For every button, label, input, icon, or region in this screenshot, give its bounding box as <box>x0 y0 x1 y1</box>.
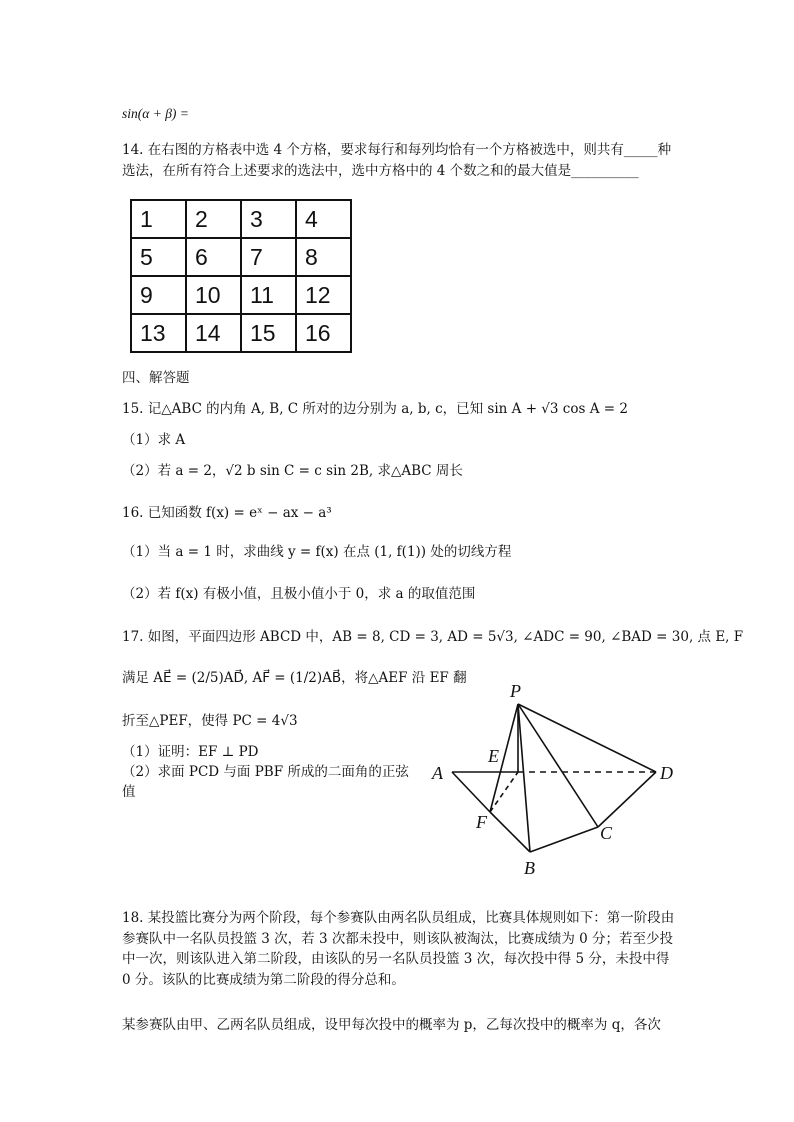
q17-stem: 17. 如图，平面四边形 ABCD 中，AB = 8, CD = 3, AD = 5√3, ∠ADC = 90, ∠BAD = 30, 点 E, F <box>122 629 744 645</box>
label-D: D <box>660 763 673 783</box>
edge-FB <box>490 812 530 852</box>
label-C: C <box>600 823 613 843</box>
grid-cell: 4 <box>296 200 351 238</box>
grid-row <box>131 314 351 352</box>
label-E: E <box>488 746 499 766</box>
grid-cell: 10 <box>186 276 241 314</box>
edge-BC <box>530 827 598 852</box>
q16-part2: （2）若 f(x) 有极小值，且极小值小于 0，求 a 的取值范围 <box>122 586 476 602</box>
grid-cell: 7 <box>241 238 296 276</box>
label-F: F <box>476 812 487 832</box>
grid-row <box>131 200 351 238</box>
q13-tail: sin(α + β) = <box>122 106 189 121</box>
q15-part1: （1）求 A <box>122 432 186 448</box>
grid-cell: 3 <box>241 200 296 238</box>
q15-stem: 15. 记△ABC 的内角 A, B, C 所对的边分别为 a, b, c，已知 sin A + √3 cos A = 2 <box>122 401 628 417</box>
edge-CD <box>598 772 656 827</box>
grid-cell: 14 <box>186 314 241 352</box>
q16-stem: 16. 已知函数 f(x) = eˣ − ax − a³ <box>122 505 332 521</box>
edge-FE-dashed <box>490 772 518 812</box>
grid-cell: 11 <box>241 276 296 314</box>
grid-cell: 13 <box>131 314 186 352</box>
grid-cell: 1 <box>131 200 186 238</box>
label-P: P <box>510 681 521 701</box>
edge-AF <box>452 772 490 812</box>
q16-part1: （1）当 a = 1 时，求曲线 y = f(x) 在点 (1, f(1)) 处的切线方程 <box>122 544 512 560</box>
q17-line2: 满足 AE⃗ = (2/5)AD⃗, AF⃗ = (1/2)AB⃗，将△AEF 沿 EF 翻 <box>122 670 467 686</box>
q18-last-line: 某参赛队由甲、乙两名队员组成，设甲每次投中的概率为 p，乙每次投中的概率为 q，各次 <box>122 1017 661 1033</box>
number-grid <box>130 199 352 353</box>
grid-cell: 6 <box>186 238 241 276</box>
grid-cell: 16 <box>296 314 351 352</box>
grid-row <box>131 276 351 314</box>
q15-part2: （2）若 a = 2，√2 b sin C = c sin 2B, 求△ABC 周长 <box>122 463 463 479</box>
q18-text: 18. 某投篮比赛分为两个阶段，每个参赛队由两名队员组成，比赛具体规则如下：第一阶段由参赛队中一名队员投篮 3 次，若 3 次都未投中，则该队被淘汰，比赛成绩为 0 分；若至少投中一次，则该队进入第二阶段，由该队的另一名队员投篮 3 次，每次投中得 5 分，未投中得 0 分。该队的比赛成绩为第二阶段的得分总和。 <box>122 910 675 988</box>
grid-cell: 9 <box>131 276 186 314</box>
edge-PB <box>518 704 530 852</box>
q17-part2a: （2）求面 PCD 与面 PBF 所成的二面角的正弦 <box>122 764 409 780</box>
edge-PC <box>518 704 598 827</box>
grid-cell: 12 <box>296 276 351 314</box>
section-heading: 四、解答题 <box>122 370 190 386</box>
label-B: B <box>524 858 535 878</box>
label-A: A <box>432 763 443 783</box>
grid-cell: 5 <box>131 238 186 276</box>
q17-line3: 折至△PEF，使得 PC = 4√3 <box>122 713 298 729</box>
q14-line1: 14. 在右图的方格表中选 4 个方格，要求每行和每列均恰有一个方格被选中，则共有_____种 <box>122 142 672 158</box>
grid-cell: 15 <box>241 314 296 352</box>
grid-cell: 8 <box>296 238 351 276</box>
grid-cell: 2 <box>186 200 241 238</box>
q17-part2b: 值 <box>122 784 136 800</box>
edge-PD <box>518 704 656 772</box>
pyramid-figure <box>428 676 688 882</box>
grid-row <box>131 238 351 276</box>
q14-line2: 选法，在所有符合上述要求的选法中，选中方格中的 4 个数之和的最大值是__________ <box>122 163 639 179</box>
q17-part1: （1）证明：EF ⊥ PD <box>122 744 259 760</box>
